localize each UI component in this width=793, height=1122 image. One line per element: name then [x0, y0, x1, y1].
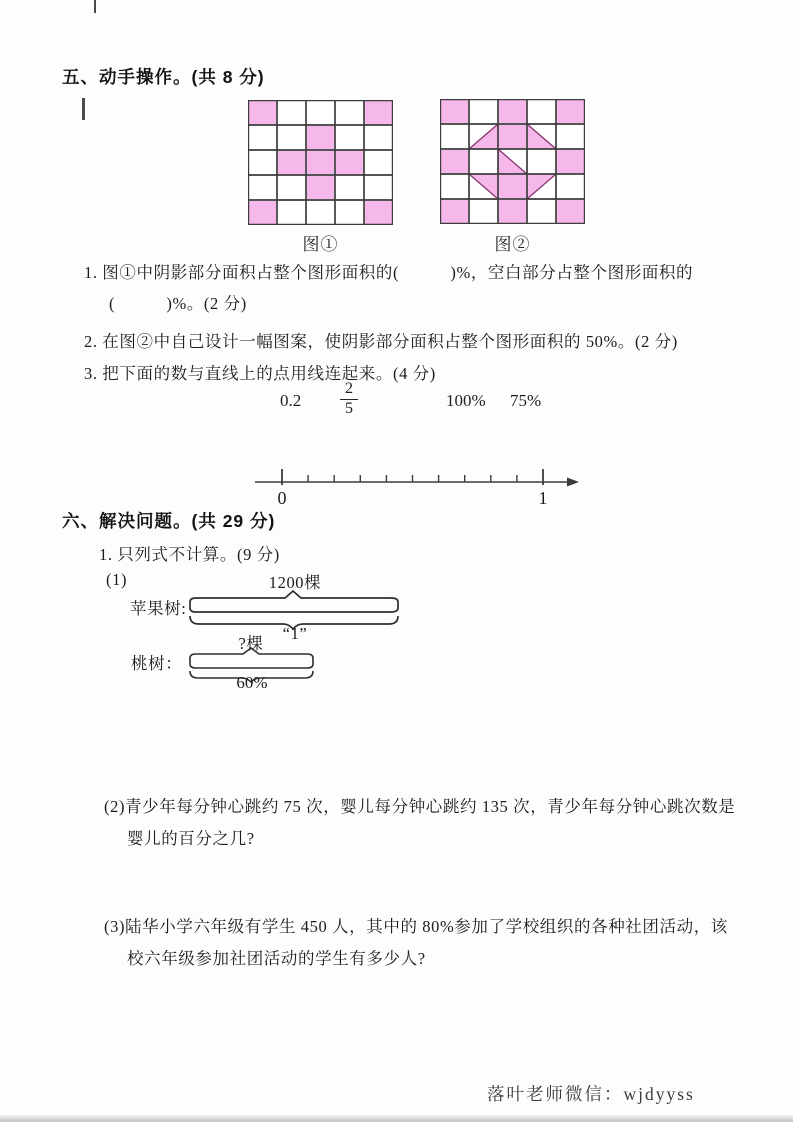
- match-number-decimal: 0.2: [280, 391, 302, 410]
- fraction-denominator: 5: [345, 399, 353, 417]
- fraction-numerator: 2: [340, 381, 358, 400]
- svg-text:1: 1: [538, 488, 548, 508]
- peach-row-label: 桃树：: [131, 654, 183, 673]
- match-number-percent-b: 75%: [510, 391, 542, 410]
- apple-total-label: 1200棵: [268, 573, 322, 592]
- section5-heading: 五、动手操作。(共 8 分): [62, 67, 265, 87]
- figure1-label: 图①: [302, 235, 339, 254]
- sub2-line1: (2)青少年每分钟心跳约 75 次，婴儿每分钟心跳约 135 次，青少年每分钟心跳次数是: [104, 797, 736, 816]
- match-number-fraction: [340, 381, 358, 418]
- section6-question1: 1. 只列式不计算。(9 分): [99, 545, 280, 564]
- scan-artifact-top: [94, 0, 96, 13]
- peach-count-label: ?棵: [238, 634, 264, 653]
- peach-bar-shape: [190, 648, 313, 668]
- question3-text: 3. 把下面的数与直线上的点用线连起来。(4 分): [84, 364, 436, 383]
- question2-text: 2. 在图②中自己设计一幅图案，使阴影部分面积占整个图形面积的 50%。(2 分): [84, 332, 678, 351]
- question1-line2: ( )%。(2 分): [109, 294, 247, 313]
- scan-edge-bottom: [0, 1115, 793, 1122]
- sub1-label: (1): [106, 570, 128, 589]
- sub3-line1: (3)陆华小学六年级有学生 450 人，其中的 80%参加了学校组织的各种社团活动，该: [104, 917, 728, 936]
- svg-text:0: 0: [277, 488, 287, 508]
- sub3-line2: 校六年级参加社团活动的学生有多少人?: [127, 949, 426, 968]
- apple-row-label: 苹果树:: [130, 599, 187, 618]
- peach-percent-label: 60%: [236, 673, 268, 692]
- section6-heading: 六、解决问题。(共 29 分): [62, 511, 276, 531]
- match-number-percent-a: 100%: [446, 391, 486, 410]
- scan-artifact-left: [82, 98, 85, 120]
- sub2-line2: 婴儿的百分之几?: [127, 829, 255, 848]
- question1-line1: 1. 图①中阴影部分面积占整个图形面积的( )%，空白部分占整个图形面积的: [84, 263, 694, 282]
- figure2-grid: [440, 99, 585, 224]
- number-line: [240, 458, 585, 510]
- footer-contact: 落叶老师微信：wjdyyss: [487, 1084, 695, 1104]
- figure2-label: 图②: [494, 235, 531, 254]
- apple-unit-label: “1”: [282, 624, 308, 643]
- apple-bar-shape: [190, 591, 398, 612]
- figure1-grid: [248, 100, 393, 225]
